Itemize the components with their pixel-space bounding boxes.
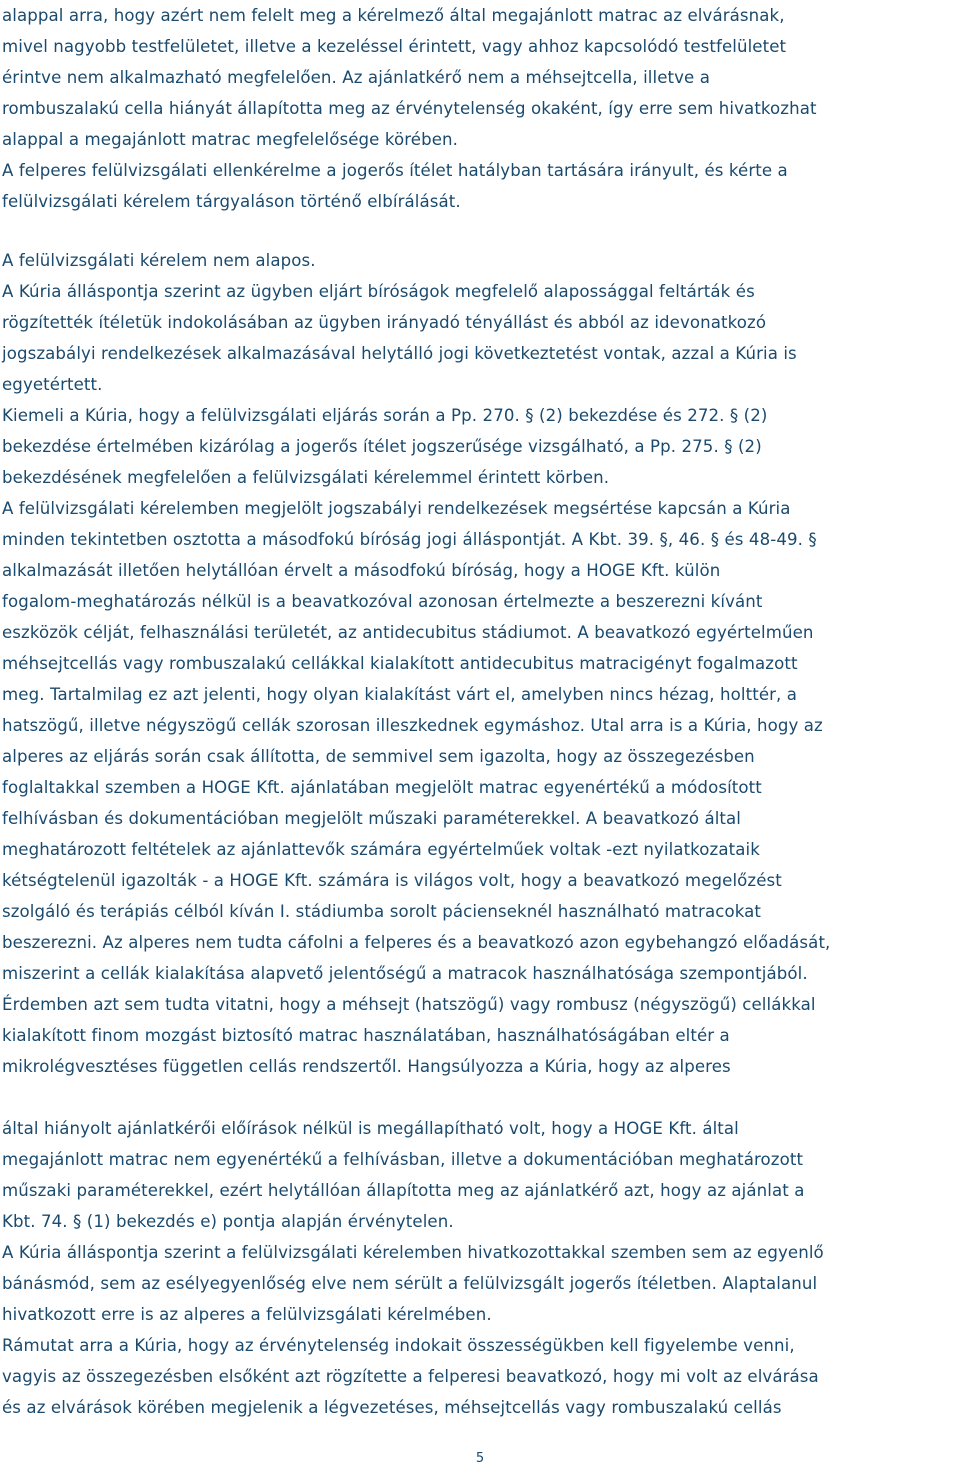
text-line: vagyis az összegezésben elsőként azt rögzítette a felperesi beavatkozó, hogy mi volt az elvárása [2, 1367, 819, 1386]
text-line: Kiemeli a Kúria, hogy a felülvizsgálati eljárás során a Pp. 270. § (2) bekezdése és 272. § (2) [2, 406, 768, 425]
text-line: foglaltakkal szemben a HOGE Kft. ajánlatában megjelölt matrac egyenértékű a módosított [2, 778, 762, 797]
text-line: beszerezni. Az alperes nem tudta cáfolni a felperes és a beavatkozó azon egybehangzó előadását, [2, 933, 831, 952]
text-line: A felülvizsgálati kérelem nem alapos. [2, 251, 316, 270]
text-line: felhívásban és dokumentációban megjelölt műszaki paraméterekkel. A beavatkozó által [2, 809, 742, 828]
text-line: A felperes felülvizsgálati ellenkérelme a jogerős ítélet hatályban tartására irányult, és kérte a [2, 161, 788, 180]
text-line: alkalmazását illetően helytállóan érvelt a másodfokú bíróság, hogy a HOGE Kft. külön [2, 561, 721, 580]
paragraph-block-2 [2, 245, 957, 1082]
text-line: bekezdése értelmében kizárólag a jogerős ítélet jogszerűsége vizsgálható, a Pp. 275. § (2) [2, 437, 762, 456]
text-line: megajánlott matrac nem egyenértékű a felhívásban, illetve a dokumentációban meghatározott [2, 1150, 804, 1169]
text-line: által hiányolt ajánlatkérői előírások nélkül is megállapítható volt, hogy a HOGE Kft. által [2, 1119, 739, 1138]
text-line: fogalom-meghatározás nélkül is a beavatkozóval azonosan értelmezte a beszerezni kívánt [2, 592, 763, 611]
text-line: méhsejtcellás vagy rombuszalakú cellákkal kialakított antidecubitus matracigényt fogalmazott [2, 654, 798, 673]
text-line: bánásmód, sem az esélyegyenlőség elve nem sérült a felülvizsgált jogerős ítéletben. Alaptalanul [2, 1274, 818, 1293]
text-line: érintve nem alkalmazható megfelelően. Az ajánlatkérő nem a méhsejtcella, illetve a [2, 68, 711, 87]
text-line: mikrolégvesztéses független cellás rendszertől. Hangsúlyozza a Kúria, hogy az alperes [2, 1057, 731, 1076]
text-line: meg. Tartalmilag ez azt jelenti, hogy olyan kialakítást várt el, amelyben nincs hézag, holttér, a [2, 685, 798, 704]
text-line: Kbt. 74. § (1) bekezdés e) pontja alapján érvénytelen. [2, 1212, 454, 1231]
paragraph-block-3 [2, 1113, 957, 1423]
text-line: minden tekintetben osztotta a másodfokú bíróság jogi álláspontját. A Kbt. 39. §, 46. § és 48-49. § [2, 530, 817, 549]
text-line: miszerint a cellák kialakítása alapvető jelentőségű a matracok használhatósága szempontjából. [2, 964, 808, 983]
text-line: A Kúria álláspontja szerint a felülvizsgálati kérelemben hivatkozottakkal szemben sem az egyenlő [2, 1243, 824, 1262]
text-line: rombuszalakú cella hiányát állapította meg az érvénytelenség okaként, így erre sem hivatkozhat [2, 99, 817, 118]
text-line: rögzítették ítéletük indokolásában az ügyben irányadó tényállást és abból az idevonatkozó [2, 313, 767, 332]
text-line: felülvizsgálati kérelem tárgyaláson történő elbírálását. [2, 192, 461, 211]
text-line: meghatározott feltételek az ajánlattevők számára egyértelműek voltak -ezt nyilatkozataik [2, 840, 760, 859]
text-line: alappal arra, hogy azért nem felelt meg a kérelmező által megajánlott matrac az elvárásnak, [2, 6, 785, 25]
text-line: alperes az eljárás során csak állította, de semmivel sem igazolta, hogy az összegezésben [2, 747, 755, 766]
text-line: szolgáló és terápiás célból kíván I. stádiumba sorolt pácienseknél használható matracokat [2, 902, 761, 921]
paragraph-gap [2, 217, 957, 245]
text-line: kétségtelenül igazolták - a HOGE Kft. számára is világos volt, hogy a beavatkozó megelőzést [2, 871, 782, 890]
text-line: egyetértett. [2, 375, 103, 394]
text-line: hivatkozott erre is az alperes a felülvizsgálati kérelmében. [2, 1305, 492, 1324]
text-line: alappal a megajánlott matrac megfelelősége körében. [2, 130, 459, 149]
text-line: jogszabályi rendelkezések alkalmazásával helytálló jogi következtetést vontak, azzal a Kúria is [2, 344, 797, 363]
text-line: Rámutat arra a Kúria, hogy az érvénytelenség indokait összességükben kell figyelembe venni, [2, 1336, 795, 1355]
paragraph-gap [2, 1082, 957, 1113]
text-line: és az elvárások körében megjelenik a légvezetéses, méhsejtcellás vagy rombuszalakú cellás [2, 1398, 782, 1417]
text-line: eszközök célját, felhasználási területét, az antidecubitus stádiumot. A beavatkozó egyértelműen [2, 623, 814, 642]
text-line: A Kúria álláspontja szerint az ügyben eljárt bíróságok megfelelő alapossággal feltárták és [2, 282, 755, 301]
text-line: A felülvizsgálati kérelemben megjelölt jogszabályi rendelkezések megsértése kapcsán a Kúria [2, 499, 791, 518]
text-line: bekezdésének megfelelően a felülvizsgálati kérelemmel érintett körben. [2, 468, 610, 487]
text-line: kialakított finom mozgást biztosító matrac használatában, használhatóságában eltér a [2, 1026, 730, 1045]
text-line: mivel nagyobb testfelületet, illetve a kezeléssel érintett, vagy ahhoz kapcsolódó testfelületet [2, 37, 787, 56]
text-line: hatszögű, illetve négyszögű cellák szorosan illeszkednek egymáshoz. Utal arra is a Kúria, hogy az [2, 716, 823, 735]
document-body [2, 0, 957, 1423]
paragraph-block-1 [2, 0, 957, 217]
text-line: Érdemben azt sem tudta vitatni, hogy a méhsejt (hatszögű) vagy rombusz (négyszögű) cellákkal [2, 995, 816, 1014]
text-line: műszaki paraméterekkel, ezért helytállóan állapította meg az ajánlatkérő azt, hogy az ajánlat a [2, 1181, 805, 1200]
page-number: 5 [475, 1451, 485, 1466]
